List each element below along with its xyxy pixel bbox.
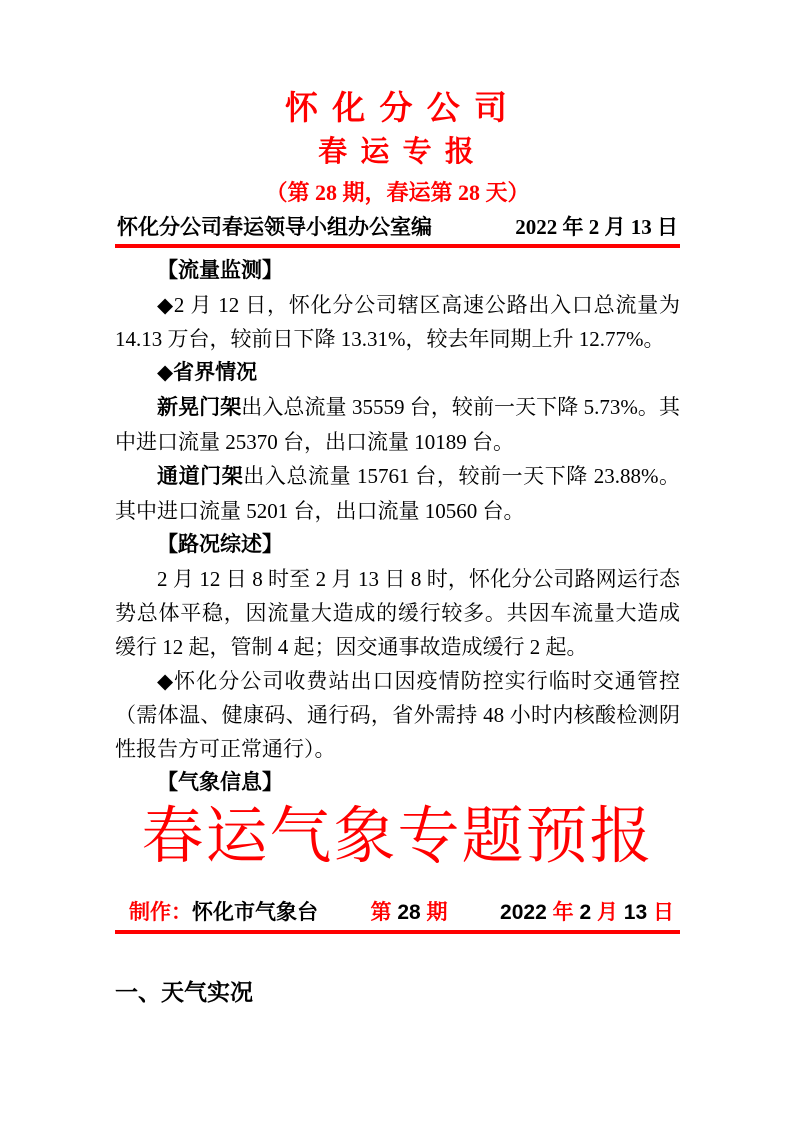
editor-row xyxy=(115,214,680,248)
section-header-weather-info: 【气象信息】 xyxy=(157,771,283,794)
producer-group xyxy=(129,900,318,926)
tongdao-gantry-para xyxy=(115,459,680,528)
weather-date-day: 13 xyxy=(623,901,653,924)
weather-date-year-unit: 年 xyxy=(552,901,580,924)
producer-row xyxy=(115,900,680,934)
section-header-traffic-monitor: 【流量监测】 xyxy=(157,259,283,282)
issue-note: （第 28 期，春运第 28 天） xyxy=(265,180,530,205)
weather-issue-prefix: 第 xyxy=(370,901,392,924)
weather-date-day-unit: 日 xyxy=(653,901,674,924)
road-summary-para: 2 月 12 日 8 时至 2 月 13 日 8 时，怀化分公司路网运行态势总体平稳，因流量大造成的缓行较多。共因车流量大造成缓行 12 起，管制 4 起；因交通事故造成缓行 2 起。 xyxy=(115,567,680,659)
traffic-summary-para: ◆2 月 12 日，怀化分公司辖区高速公路出入口总流量为 14.13 万台，较前日下降 13.31%，较去年同期上升 12.77%。 xyxy=(115,293,680,351)
weather-issue-number: 28 xyxy=(391,901,427,924)
weather-banner-title: 春运气象专题预报 xyxy=(141,803,654,871)
border-status-subheader: ◆省界情况 xyxy=(157,361,258,384)
report-title: 春 运 专 报 xyxy=(318,136,477,168)
issue-date: 2022 年 2 月 13 日 xyxy=(515,215,678,239)
weather-issue-suffix: 期 xyxy=(426,901,448,924)
weather-issue-group xyxy=(371,900,448,926)
tongdao-gantry-name: 通道门架 xyxy=(157,465,244,488)
producer-name: 怀化市气象台 xyxy=(192,901,318,924)
weather-actual-heading: 一、天气实况 xyxy=(115,979,253,1005)
company-title: 怀 化 分 公 司 xyxy=(285,91,510,127)
xinhuang-gantry-name: 新晃门架 xyxy=(157,396,242,419)
section-header-road-conditions: 【路况综述】 xyxy=(157,533,283,556)
weather-date-group xyxy=(500,900,674,926)
weather-date-month-unit: 月 xyxy=(596,901,624,924)
xinhuang-gantry-stats: 出入总流量 35559 台，较前一天下降 5.73%。其中进口流量 25370 台，出口流量 10189 台。 xyxy=(115,395,681,454)
toll-control-para: ◆怀化分公司收费站出口因疫情防控实行临时交通管控（需体温、健康码、通行码，省外需持 48 小时内核酸检测阴性报告方可正常通行）。 xyxy=(115,669,680,761)
tongdao-gantry-stats: 出入总流量 15761 台，较前一天下降 23.88%。其中进口流量 5201 台，出口流量 10560 台。 xyxy=(115,464,681,523)
editor-credit: 怀化分公司春运领导小组办公室编 xyxy=(117,215,432,239)
weather-date-month: 2 xyxy=(579,901,597,924)
producer-label: 制作： xyxy=(129,901,192,924)
weather-date-year: 2022 xyxy=(500,901,553,924)
xinhuang-gantry-para xyxy=(115,390,680,459)
